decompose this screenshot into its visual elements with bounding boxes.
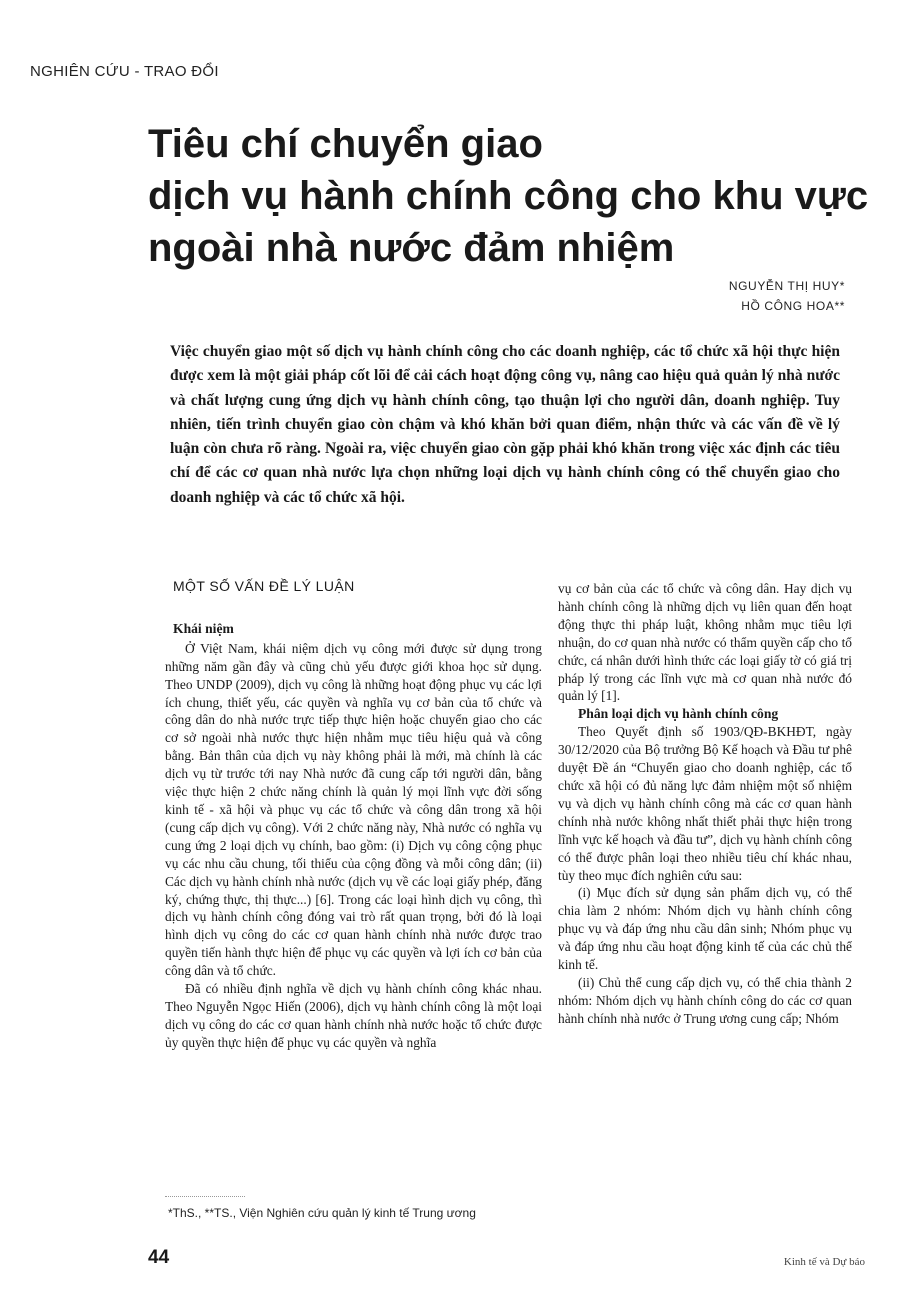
subsection-heading: Phân loại dịch vụ hành chính công: [578, 706, 779, 722]
section-label: NGHIÊN CỨU - TRAO ĐỔI: [30, 63, 219, 80]
article-title: [148, 118, 888, 274]
body-paragraph: Ở Việt Nam, khái niệm dịch vụ công mới được sử dụng trong những năm gần đây và cũng chủ yếu được giới khoa học sử dụng. Theo UNDP (2009), dịch vụ công là những hoạt động phục vụ các lợi ích chung, thiết yếu, các quyền và nghĩa vụ cơ bản của tổ chức và công dân do nhà nước trực tiếp thực hiện hoặc chuyển giao cho các cơ sở ngoài nhà nước thực hiện nhằm mục tiêu hiệu quả và công bằng. Bản thân của dịch vụ này không phải là mới, mà chính là các dịch vụ từ trước tới nay Nhà nước đã cung cấp tới người dân, bằng việc thực hiện 2 chức năng chính là quản lý mọi lĩnh vực đời sống kinh tế - xã hội và phục vụ các tổ chức và công dân trong xã hội (cung cấp dịch vụ công). Với 2 chức năng này, Nhà nước có nghĩa vụ cung ứng 2 loại dịch vụ chính, bao gồm: (i) Dịch vụ công cộng phục vụ các nhu cầu chung, tối thiểu của cộng đồng và mỗi công dân; (ii) Các dịch vụ hành chính nhà nước (dịch vụ về các loại giấy phép, đăng ký, chứng thực, thị thực...) [6]. Trong các loại hình dịch vụ công, thì dịch vụ hành chính công đóng vai trò rất quan trọng, bởi đó là loại hình dịch vụ công do các cơ quan hành chính nhà nước được trao quyền tiến hành thực hiện để phục vụ các quyền và lợi ích cơ bản của công dân và tổ chức.: [165, 640, 542, 979]
body-paragraph: (i) Mục đích sử dụng sản phẩm dịch vụ, có thể chia làm 2 nhóm: Nhóm dịch vụ hành chính công phục vụ và đáp ứng nhu cầu dân sinh; Nhóm phục vụ và đáp ứng nhu cầu hoạt động kinh tế của các chủ thể kinh tế.: [558, 885, 852, 973]
body-paragraph: Đã có nhiều định nghĩa về dịch vụ hành chính công khác nhau. Theo Nguyễn Ngọc Hiến (2006), dịch vụ hành chính công là một loại dịch vụ công do các cơ quan hành chính nhà nước hoặc tổ chức được ủy quyền thực hiện để phục vụ các quyền và nghĩa: [165, 981, 542, 1050]
footnote-divider: [165, 1196, 245, 1197]
page-number: 44: [148, 1247, 170, 1268]
abstract: Việc chuyển giao một số dịch vụ hành chính công cho các doanh nghiệp, các tổ chức xã hội thực hiện được xem là một giải pháp cốt lõi để cải cách hoạt động công vụ, nâng cao hiệu quả quản lý nhà nước và chất lượng cung ứng dịch vụ hành chính công, tạo thuận lợi cho người dân, doanh nghiệp. Tuy nhiên, tiến trình chuyển giao còn chậm và khó khăn bởi quan điểm, nhận thức và các vấn đề về lý luận còn chưa rõ ràng. Ngoài ra, việc chuyển giao còn gặp phải khó khăn trong việc xác định các tiêu chí để các cơ quan nhà nước lựa chọn những loại dịch vụ hành chính công có thể chuyển giao cho doanh nghiệp và các tổ chức xã hội.: [170, 343, 840, 506]
footnote: *ThS., **TS., Viện Nghiên cứu quản lý kinh tế Trung ương: [168, 1206, 476, 1220]
author-name: NGUYỄN THỊ HUY*: [728, 279, 845, 293]
journal-name: Kinh tế và Dự báo: [783, 1256, 865, 1268]
body-paragraph: Theo Quyết định số 1903/QĐ-BKHĐT, ngày 30/12/2020 của Bộ trưởng Bộ Kế hoạch và Đầu tư phê duyệt Đề án “Chuyển giao cho doanh nghiệp, các tổ chức xã hội có đủ năng lực đảm nhiệm một số nhiệm vụ và dịch vụ hành chính công mà các cơ quan hành chính nhà nước không nhất thiết phải thực hiện trong lĩnh vực kế hoạch và đầu tư”, dịch vụ hành chính công có thể được phân loại theo nhiều tiêu chí khác nhau, tùy theo mục đích nghiên cứu sau:: [558, 724, 852, 883]
left-column: [165, 578, 542, 1052]
author-list: [729, 276, 845, 316]
subsection-heading: Khái niệm: [173, 620, 234, 636]
title-line: Tiêu chí chuyển giao: [148, 122, 543, 166]
title-line: ngoài nhà nước đảm nhiệm: [148, 226, 675, 270]
author-name: HỒ CÔNG HOA**: [741, 299, 845, 313]
body-paragraph: (ii) Chủ thể cung cấp dịch vụ, có thể chia thành 2 nhóm: Nhóm dịch vụ hành chính công do các cơ quan hành chính nhà nước ở Trung ương cung cấp; Nhóm: [558, 974, 852, 1026]
section-heading: MỘT SỐ VẤN ĐỀ LÝ LUẬN: [173, 578, 355, 594]
title-line: dịch vụ hành chính công cho khu vực: [148, 174, 869, 218]
body-paragraph: vụ cơ bản của các tổ chức và công dân. Hay dịch vụ hành chính công là những dịch vụ liên quan đến hoạt động thực thi pháp luật, không nhằm mục tiêu lợi nhuận, do cơ quan nhà nước có thẩm quyền cấp cho tổ chức, cá nhân dưới hình thức các loại giấy tờ có giá trị pháp lý trong các lĩnh vực mà cơ quan nhà nước đó quản lý [1].: [558, 581, 852, 704]
right-column: [558, 580, 852, 1028]
